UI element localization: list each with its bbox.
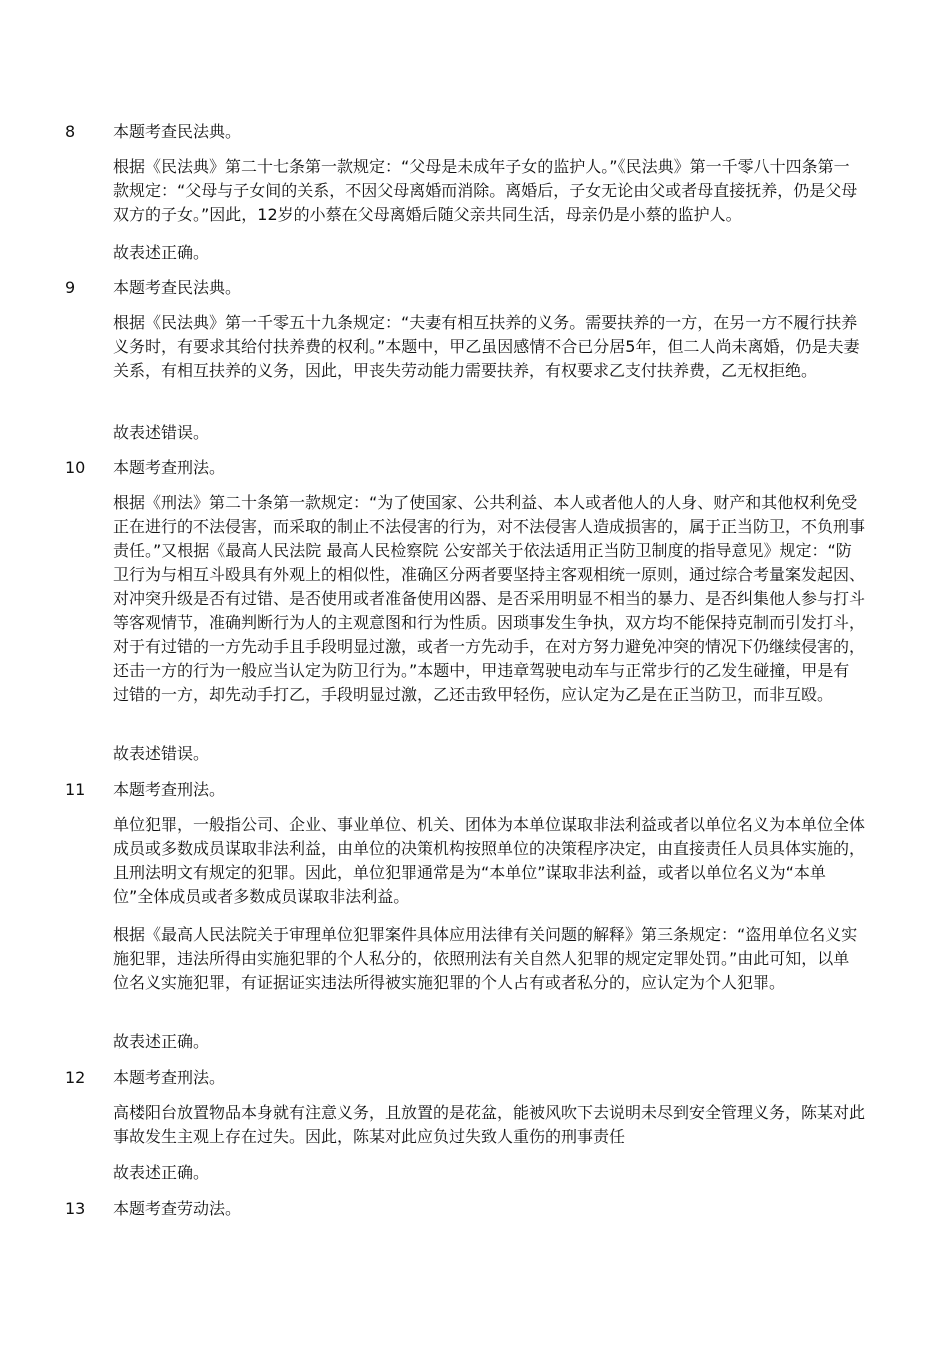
item-heading: 本题考查民法典。 xyxy=(113,278,242,297)
item-paragraph: 高楼阳台放置物品本身就有注意义务，且放置的是花盆，能被风吹下去说明未尽到安全管理义务，陈某对此事故发生主观上存在过失。因此，陈某对此应负过失致人重伤的刑事责任 xyxy=(113,1103,866,1146)
item-number: 11 xyxy=(65,780,86,799)
item-number: 9 xyxy=(65,278,76,297)
item-conclusion: 故表述正确。 xyxy=(113,1163,210,1182)
item-heading: 本题考查劳动法。 xyxy=(113,1199,242,1218)
item-paragraph: 根据《最高人民法院关于审理单位犯罪案件具体应用法律有关问题的解释》第三条规定：“盗用单位名义实施犯罪，违法所得由实施犯罪的个人私分的，依照刑法有关自然人犯罪的规定定罪处罚。”由此可知，以单位名义实施犯罪，有证据证实违法所得被实施犯罪的个人占有或者私分的，应认定为个人犯罪。 xyxy=(113,925,858,992)
item-conclusion: 故表述错误。 xyxy=(113,744,210,763)
item-paragraph: 单位犯罪，一般指公司、企业、事业单位、机关、团体为本单位谋取非法利益或者以单位名义为本单位全体成员或多数成员谋取非法利益，由单位的决策机构按照单位的决策程序决定，由直接责任人员具体实施的，且刑法明文有规定的犯罪。因此，单位犯罪通常是为“本单位”谋取非法利益，或者以单位名义为“本单位”全体成员或者多数成员谋取非法利益。 xyxy=(113,815,866,906)
item-heading: 本题考查刑法。 xyxy=(113,780,226,799)
item-conclusion: 故表述正确。 xyxy=(113,1032,210,1051)
item-conclusion: 故表述错误。 xyxy=(113,423,210,442)
item-paragraph: 根据《民法典》第一千零五十九条规定：“夫妻有相互扶养的义务。需要扶养的一方，在另一方不履行扶养义务时，有要求其给付扶养费的权利。”本题中，甲乙虽因感情不合已分居5年，但二人尚未离婚，仍是夫妻关系，有相互扶养的义务，因此，甲丧失劳动能力需要扶养，有权要求乙支付扶养费，乙无权拒绝。 xyxy=(113,313,860,380)
item-heading: 本题考查刑法。 xyxy=(113,458,226,477)
item-number: 10 xyxy=(65,458,86,477)
item-number: 13 xyxy=(65,1199,86,1218)
item-heading: 本题考查刑法。 xyxy=(113,1068,226,1087)
item-paragraph: 根据《民法典》第二十七条第一款规定：“父母是未成年子女的监护人。”《民法典》第一千零八十四条第一款规定：“父母与子女间的关系，不因父母离婚而消除。离婚后，子女无论由父或者母直接抚养，仍是父母双方的子女。”因此，12岁的小蔡在父母离婚后随父亲共同生活，母亲仍是小蔡的监护人。 xyxy=(113,157,858,224)
item-conclusion: 故表述正确。 xyxy=(113,243,210,262)
item-heading: 本题考查民法典。 xyxy=(113,122,242,141)
item-number: 12 xyxy=(65,1068,86,1087)
item-number: 8 xyxy=(65,122,76,141)
item-paragraph: 根据《刑法》第二十条第一款规定：“为了使国家、公共利益、本人或者他人的人身、财产和其他权利免受正在进行的不法侵害，而采取的制止不法侵害的行为，对不法侵害人造成损害的，属于正当防卫，不负刑事责任。”又根据《最高人民法院 最高人民检察院 公安部关于依法适用正当防卫制度的指导意见》规定：“防卫行为与相互斗殴具有外观上的相似性，准确区分两者要坚持主客观相统一原则，通过综合考量案发起因、对冲突升级是否有过错、是否使用或者准备使用凶器、是否采用明显不相当的暴力、是否纠集他人参与打斗等客观情节，准确判断行为人的主观意图和行为性质。因琐事发生争执，双方均不能保持克制而引发打斗，对于有过错的一方先动手且手段明显过激，或者一方先动手，在对方努力避免冲突的情况下仍继续侵害的，还击一方的行为一般应当认定为防卫行为。”本题中，甲违章驾驶电动车与正常步行的乙发生碰撞，甲是有过错的一方，却先动手打乙，手段明显过激，乙还击致甲轻伤，应认定为乙是在正当防卫，而非互殴。 xyxy=(113,493,866,704)
